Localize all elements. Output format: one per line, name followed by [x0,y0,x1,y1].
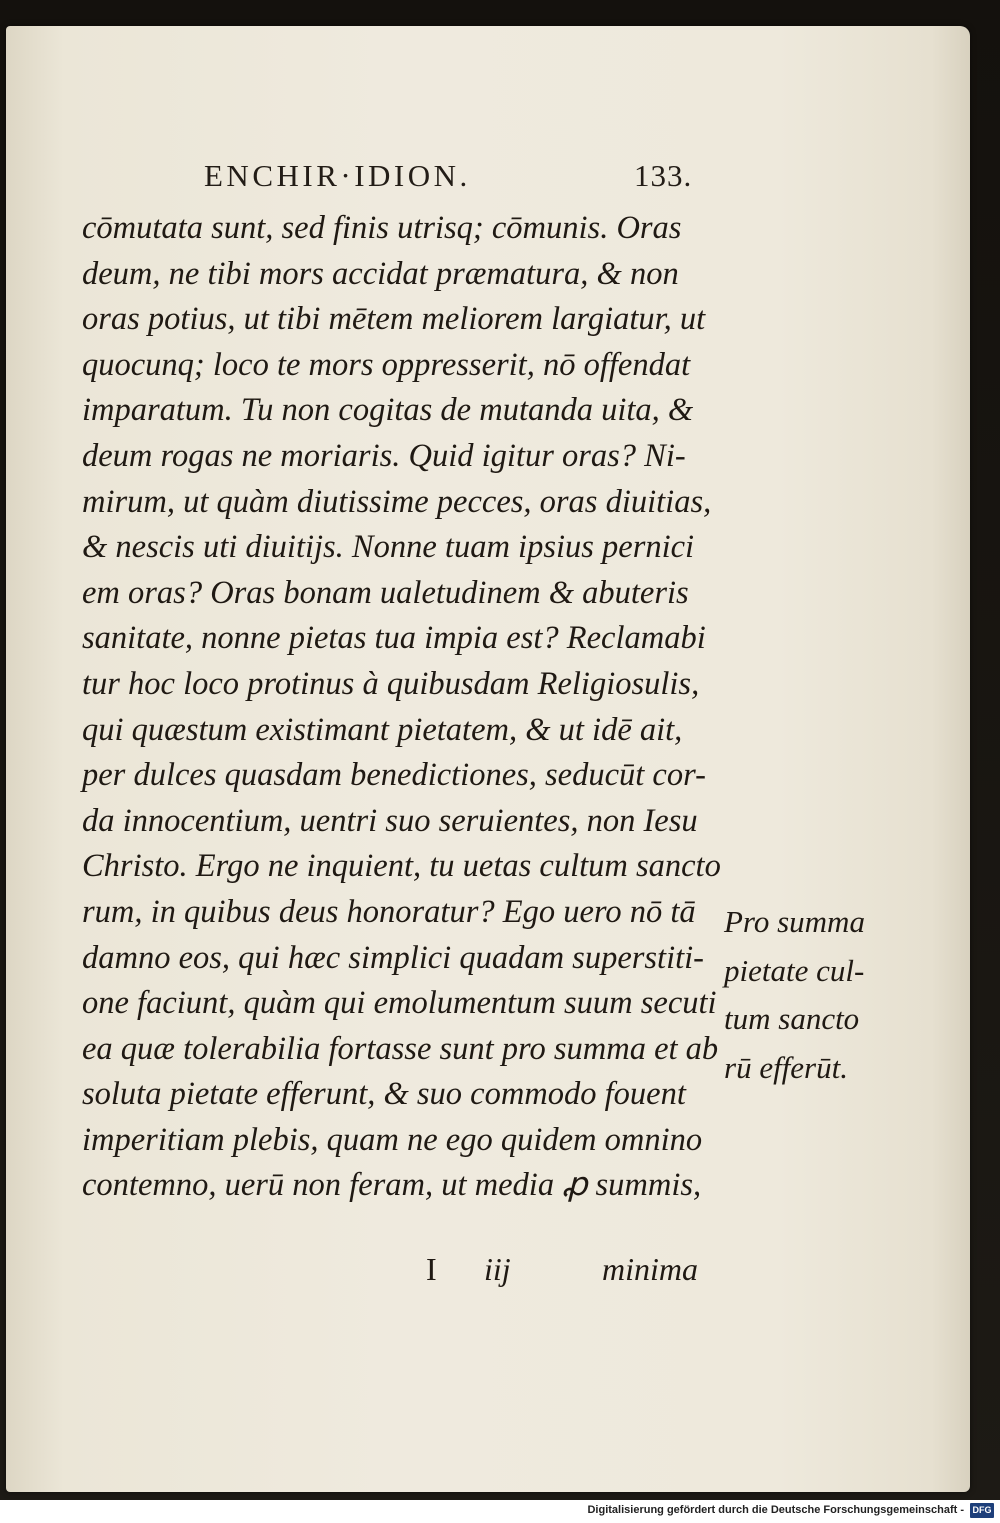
signature-letter: I [426,1251,437,1287]
body-line: mirum, ut quàm diutissime pecces, oras diuitias, [82,483,712,520]
running-title: ENCHIR·IDION. [204,158,471,193]
body-line: soluta pietate efferunt, & suo commodo fouent [82,1076,686,1113]
body-line: imparatum. Tu non cogitas de mutanda uita, & [82,392,694,429]
running-head [204,158,704,202]
body-line: imperitiam plebis, quam ne ego quidem omnino [82,1121,703,1158]
body-line: Christo. Ergo ne inquient, tu uetas cultum sancto [82,848,721,885]
body-line: ea quæ tolerabilia fortasse sunt pro summa et ab [82,1030,719,1067]
margin-note [724,898,884,1092]
body-line: em oras? Oras bonam ualetudinem & abuteris [82,574,689,611]
page-footer [426,1251,716,1299]
colophon-bar [0,1500,1000,1523]
body-text [82,206,721,1209]
body-line: per dulces quasdam benedictiones, seducūt cor- [82,757,706,794]
body-line: damno eos, qui hæc simplici quadam superstiti- [82,939,704,976]
body-line: quocunq; loco te mors oppresserit, nō offendat [82,346,691,383]
dfg-logo-icon: DFG [970,1503,994,1518]
body-line: da innocentium, uentri suo seruientes, non Iesu [82,802,698,839]
margin-note-line: tum sancto [724,1001,860,1036]
body-line: & nescis uti diuitijs. Nonne tuam ipsius pernici [82,529,695,566]
body-line: rum, in quibus deus honoratur? Ego uero nō tā [82,893,696,930]
body-line: qui quæstum existimant pietatem, & ut idē ait, [82,711,683,748]
colophon-text: Digitalisierung gefördert durch die Deutsche Forschungsgemeinschaft - [587,1504,964,1516]
body-line: cōmutata sunt, sed finis utrisq; cōmunis. Oras [82,210,682,246]
catchword: minima [602,1251,698,1287]
book-page [6,26,970,1492]
body-line: tur hoc loco protinus à quibusdam Religiosulis, [82,665,700,702]
body-line: deum, ne tibi mors accidat præmatura, & non [82,255,679,292]
page-number: 133. [634,158,693,193]
body-line: one faciunt, quàm qui emolumentum suum secuti [82,985,717,1022]
margin-note-line: pietate cul- [724,952,865,988]
body-line: sanitate, nonne pietas tua impia est? Reclamabi [82,620,706,657]
margin-note-line: Pro summa [724,904,865,939]
body-line: deum rogas ne moriaris. Quid igitur oras? Ni- [82,437,686,474]
margin-note-line: rū efferūt. [724,1049,848,1085]
body-line: contemno, uerū non feram, ut media ꝓ summis, [82,1167,702,1204]
signature-number: iij [484,1251,511,1287]
body-line: oras potius, ut tibi mētem meliorem largiatur, ut [82,301,706,338]
